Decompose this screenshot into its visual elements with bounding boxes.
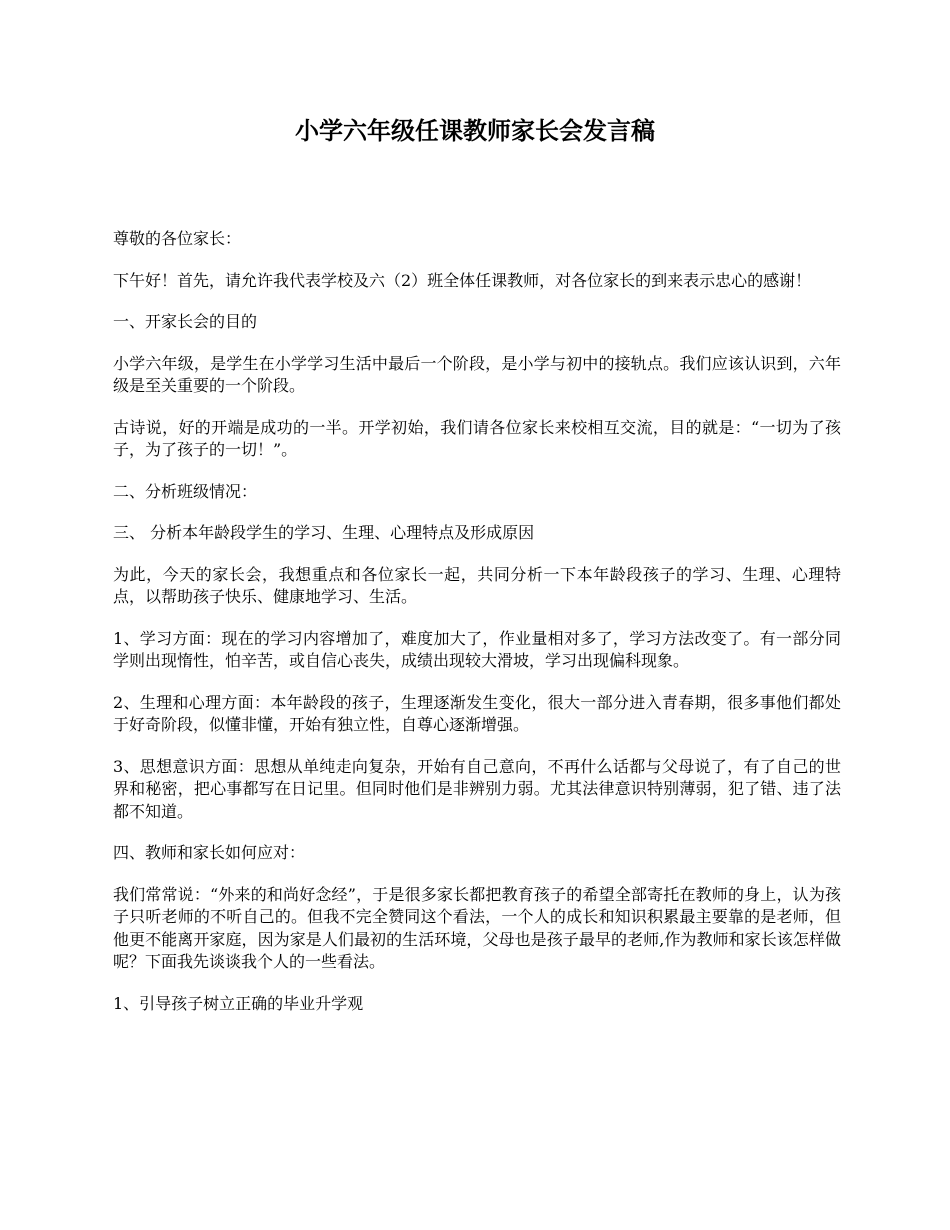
paragraph-salutation: 尊敬的各位家长： <box>113 229 242 248</box>
document-body <box>113 228 841 1034</box>
section-heading-3: 三、 分析本年龄段学生的学习、生理、心理特点及形成原因 <box>113 523 535 542</box>
paragraph: 为此，今天的家长会，我想重点和各位家长一起，共同分析一下本年龄段孩子的学习、生理、心理特点，以帮助孩子快乐、健康地学习、生活。 <box>113 564 841 606</box>
section-heading-4: 四、教师和家长如何应对： <box>113 843 306 862</box>
paragraph-greeting: 下午好！首先，请允许我代表学校及六（2）班全体任课教师，对各位家长的到来表示忠心的感谢！ <box>113 270 812 290</box>
paragraph-point-1: 1、学习方面：现在的学习内容增加了，难度加大了，作业量相对多了，学习方法改变了。有一部分同学则出现惰性，怕辛苦，或自信心丧失，成绩出现较大滑坡，学习出现偏科现象。 <box>113 628 841 670</box>
paragraph: 我们常常说：“外来的和尚好念经”，于是很多家长都把教育孩子的希望全部寄托在教师的身上，认为孩子只听老师的不听自己的。但我不完全赞同这个看法，一个人的成长和知识积累最主要靠的是老师，但他更不能离开家庭，因为家是人们最初的生活环境，父母也是孩子最早的老师,作为教师和家长该怎样做呢？下面我先谈谈我个人的一些看法。 <box>113 884 841 971</box>
document-title: 小学六年级任课教师家长会发言稿 <box>295 116 655 145</box>
paragraph-point-2: 2、生理和心理方面：本年龄段的孩子，生理逐渐发生变化，很大一部分进入青春期，很多事他们都处于好奇阶段，似懂非懂，开始有独立性，自尊心逐渐增强。 <box>113 692 841 734</box>
section-heading-2: 二、分析班级情况： <box>113 481 258 501</box>
paragraph-point-3: 3、思想意识方面：思想从单纯走向复杂，开始有自己意向，不再什么话都与父母说了，有了自己的世界和秘密，把心事都写在日记里。但同时他们是非辨别力弱。尤其法律意识特别薄弱，犯了错、违了法都不知道。 <box>113 756 841 821</box>
section-heading-1: 一、开家长会的目的 <box>113 312 258 331</box>
subheading-1: 1、引导孩子树立正确的毕业升学观 <box>113 993 364 1013</box>
paragraph: 古诗说，好的开端是成功的一半。开学初始，我们请各位家长来校相互交流，目的就是：“一切为了孩子，为了孩子的一切！”。 <box>113 417 841 459</box>
paragraph: 小学六年级，是学生在小学学习生活中最后一个阶段，是小学与初中的接轨点。我们应该认识到，六年级是至关重要的一个阶段。 <box>113 353 841 395</box>
